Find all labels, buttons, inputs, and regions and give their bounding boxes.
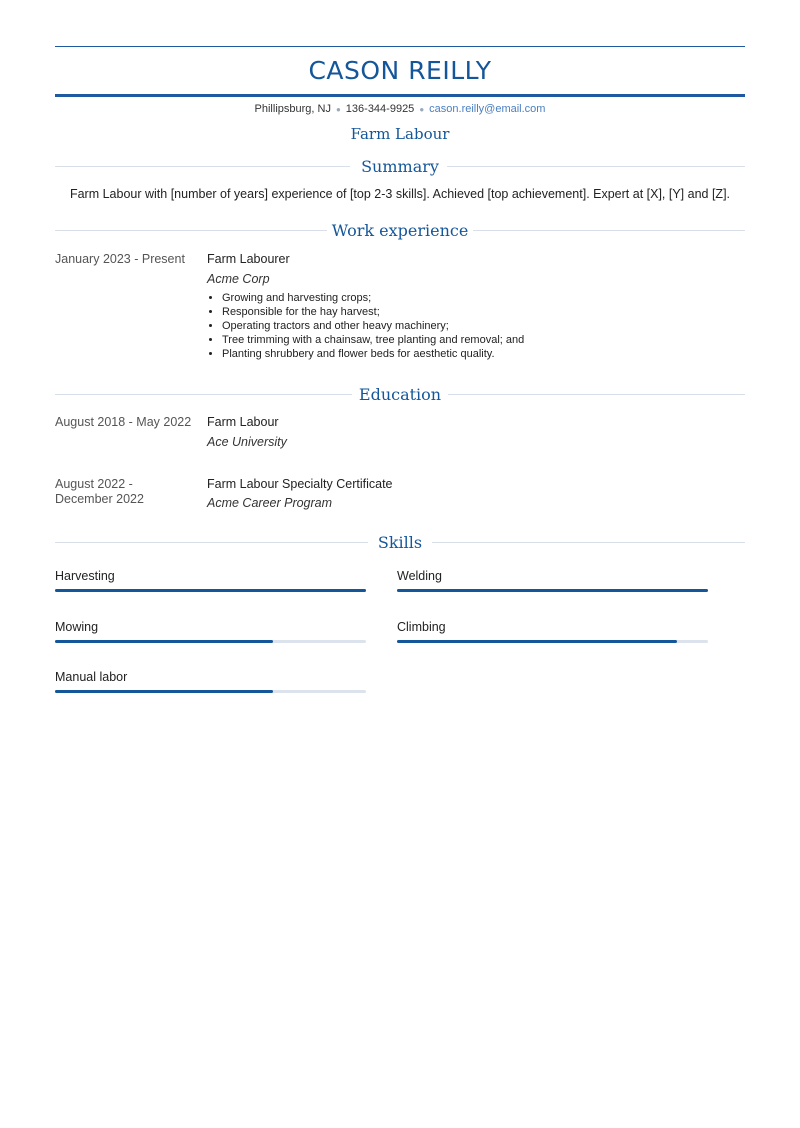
divider-line: [432, 542, 745, 543]
list-item: • Responsible for the hay harvest;: [222, 305, 524, 319]
phone-text: 136-344-9925: [345, 103, 415, 115]
skill-bar: [397, 640, 708, 643]
skill-bar-fill: [55, 589, 366, 592]
skill-label: Harvesting: [55, 569, 115, 583]
skill-bar-fill: [397, 589, 708, 592]
location-text: Phillipsburg, NJ: [254, 103, 331, 115]
education-date: August 2018 - May 2022: [55, 415, 192, 429]
skill-bar-fill: [55, 690, 273, 693]
list-item: • Tree trimming with a chainsaw, tree planting and removal; and: [222, 333, 524, 347]
skill-bar: [55, 589, 366, 592]
contact-line: [55, 103, 745, 115]
section-title: Skills: [377, 533, 423, 552]
list-item: • Growing and harvesting crops;: [222, 291, 524, 305]
list-item: • Planting shrubbery and flower beds for aesthetic quality.: [222, 347, 524, 361]
skill-label: Mowing: [55, 620, 99, 634]
skill-bar: [397, 589, 708, 592]
separator-dot-icon: ●: [419, 104, 425, 114]
work-org: Acme Corp: [207, 272, 270, 286]
skill-bar-fill: [397, 640, 677, 643]
name-underline: [55, 94, 745, 97]
divider-line: [448, 394, 745, 395]
section-title: Education: [358, 385, 442, 404]
education-degree: Farm Labour: [207, 415, 279, 429]
education-heading: [55, 385, 745, 405]
education-date-end: December 2022: [55, 492, 144, 506]
divider-line: [447, 166, 745, 167]
education-degree: Farm Labour Specialty Certificate: [207, 477, 393, 491]
section-title: Summary: [361, 157, 439, 176]
education-school: Acme Career Program: [207, 496, 333, 510]
education-school: Ace University: [207, 435, 287, 449]
candidate-name: CASON REILLY: [308, 56, 492, 85]
divider-line: [473, 230, 745, 231]
job-title: Farm Labour: [350, 125, 450, 143]
work-date: January 2023 - Present: [55, 252, 185, 266]
section-title: Work experience: [331, 221, 469, 240]
skills-heading: [55, 533, 745, 553]
separator-dot-icon: ●: [335, 104, 341, 114]
skill-bar-fill: [55, 640, 273, 643]
skill-bar: [55, 640, 366, 643]
email-link[interactable]: cason.reilly@email.com: [429, 103, 546, 115]
top-rule: [55, 46, 745, 47]
skill-bar: [55, 690, 366, 693]
summary-text: Farm Labour with [number of years] experience of [top 2-3 skills]. Achieved [top achievement]. Expert at [X], [Y] and [Z].: [69, 187, 731, 201]
education-date-start: August 2022 -: [55, 477, 133, 491]
work-role: Farm Labourer: [207, 252, 290, 266]
skill-label: Welding: [397, 569, 442, 583]
skill-label: Manual labor: [55, 670, 128, 684]
summary-heading: [55, 157, 745, 177]
work-bullets: [207, 291, 524, 361]
list-item: • Operating tractors and other heavy machinery;: [222, 319, 524, 333]
work-heading: [55, 221, 745, 241]
skill-label: Climbing: [397, 620, 446, 634]
